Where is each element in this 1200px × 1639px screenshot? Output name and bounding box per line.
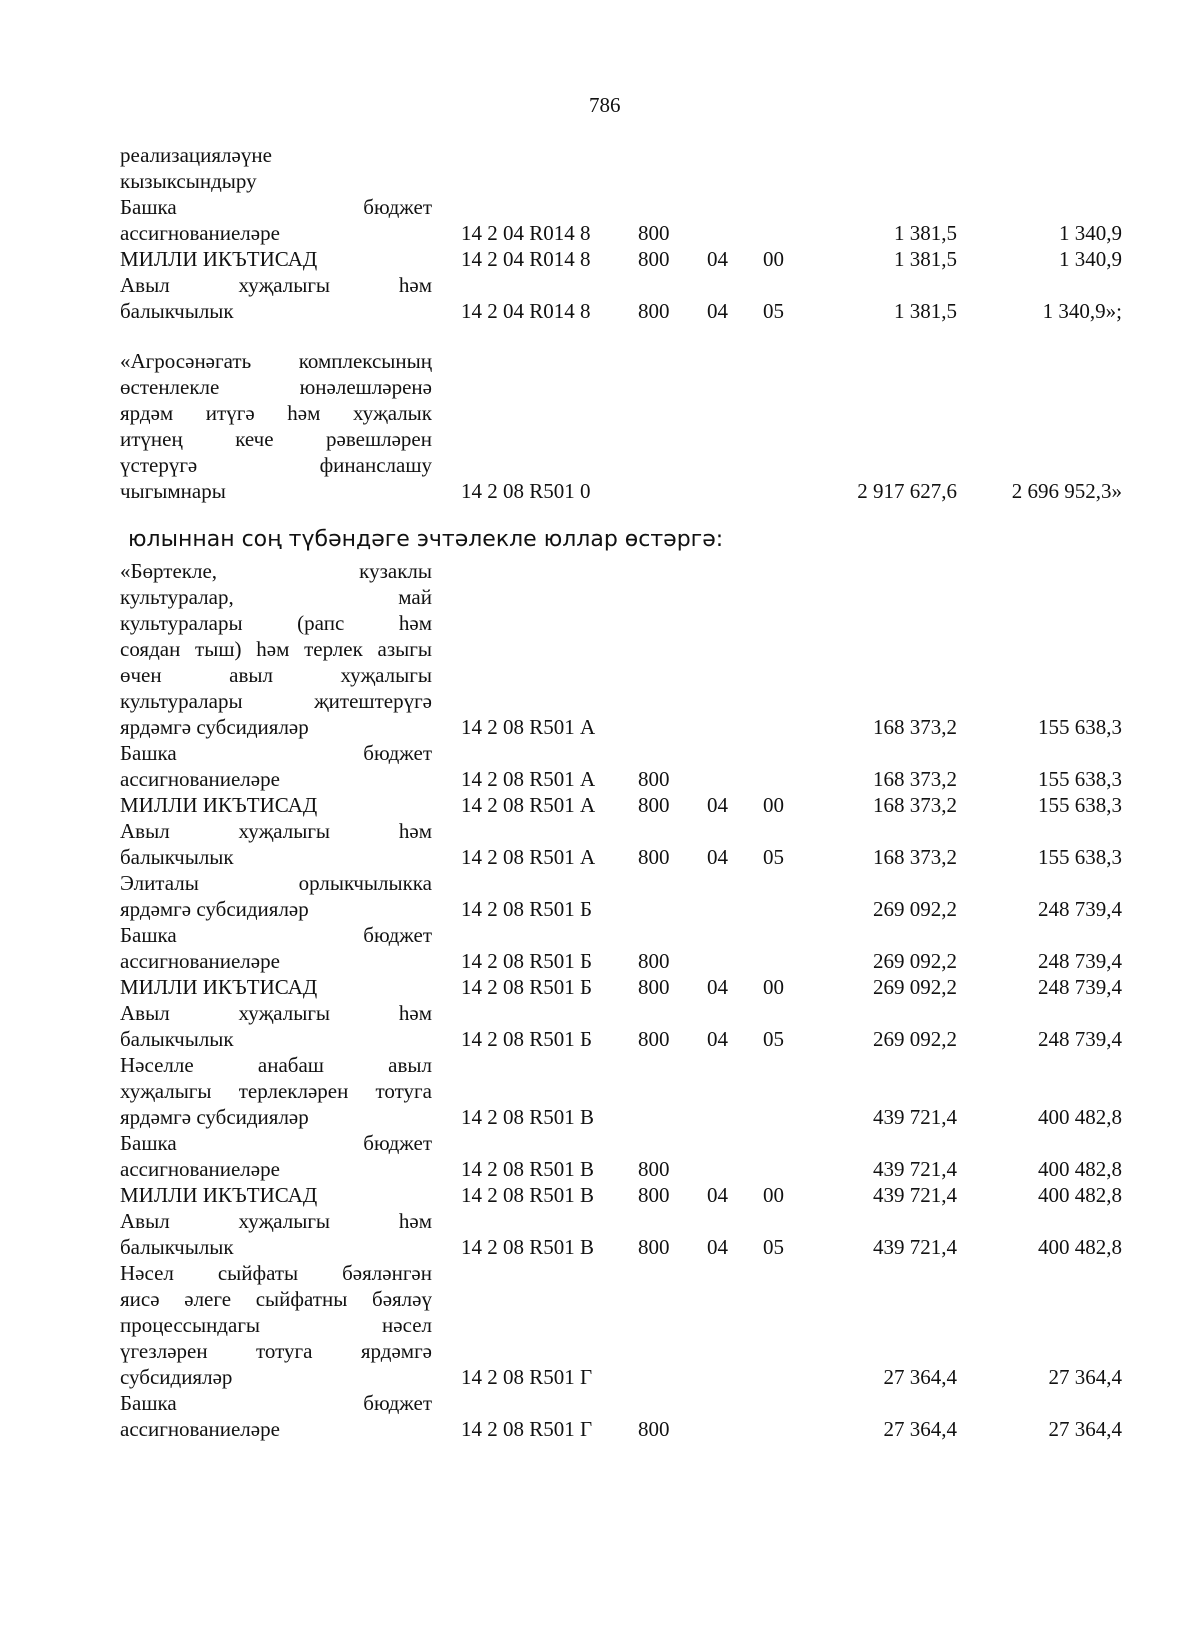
row-subsection: 05 (763, 845, 784, 869)
row-amount-year1: 1 381,5 (894, 299, 957, 323)
row-amount-year2: 155 638,3 (1038, 793, 1122, 817)
row-label-line: итүнең кече рәвешләрен (120, 427, 432, 451)
row-expense-type: 800 (638, 793, 670, 817)
row-amount-year2: 155 638,3 (1038, 845, 1122, 869)
row-amount-year1: 168 373,2 (873, 845, 957, 869)
row-code: 14 2 08 R501 В (461, 1183, 595, 1207)
row-expense-type: 800 (638, 221, 670, 245)
row-subsection: 05 (763, 299, 784, 323)
row-label-line: культуралары җитештерүгә (120, 689, 432, 713)
row-section: 04 (707, 1183, 728, 1207)
row-amount-year2: 1 340,9 (1059, 247, 1122, 271)
row-label-line: Авыл хуҗалыгы һәм (120, 819, 432, 843)
row-label-line: Нәсел сыйфаты бәяләнгән (120, 1261, 432, 1285)
row-label-line: ассигнованиеләре (120, 1157, 280, 1181)
table-row (0, 792, 1200, 818)
table-row (0, 272, 1200, 324)
row-expense-type: 800 (638, 767, 670, 791)
row-label-line: чыгымнары (120, 479, 226, 503)
row-label-line: МИЛЛИ ИКЪТИСАД (120, 975, 318, 999)
row-amount-year1: 269 092,2 (873, 949, 957, 973)
row-amount-year1: 1 381,5 (894, 221, 957, 245)
row-code: 14 2 08 R501 Г (461, 1417, 593, 1441)
row-label-line: кызыксындыру (120, 169, 257, 193)
row-section: 04 (707, 793, 728, 817)
row-code: 14 2 08 R501 А (461, 793, 596, 817)
row-label-line: үгезләрен тотуга ярдәмгә (120, 1339, 432, 1363)
table-row (0, 558, 1200, 740)
row-code: 14 2 08 R501 Б (461, 949, 593, 973)
row-label-line: МИЛЛИ ИКЪТИСАД (120, 1183, 318, 1207)
row-amount-year1: 27 364,4 (883, 1365, 957, 1389)
row-amount-year1: 168 373,2 (873, 767, 957, 791)
row-code: 14 2 04 R014 8 (461, 247, 591, 271)
table-row (0, 740, 1200, 792)
table-row (0, 1182, 1200, 1208)
row-label-line: соядан тыш) һәм терлек азыгы (120, 637, 432, 661)
row-label-line: Башка бюджет (120, 1391, 432, 1415)
row-amount-year1: 269 092,2 (873, 897, 957, 921)
row-amount-year2: 400 482,8 (1038, 1105, 1122, 1129)
table-row (0, 1052, 1200, 1130)
row-expense-type: 800 (638, 247, 670, 271)
row-section: 04 (707, 247, 728, 271)
row-amount-year2: 248 739,4 (1038, 975, 1122, 999)
row-label-line: ярдәм итүгә һәм хуҗалык (120, 401, 432, 425)
row-label-line: Башка бюджет (120, 923, 432, 947)
table-row (0, 348, 1200, 504)
row-amount-year2: 1 340,9 (1059, 221, 1122, 245)
table-row (0, 870, 1200, 922)
row-expense-type: 800 (638, 975, 670, 999)
row-code: 14 2 08 R501 В (461, 1235, 595, 1259)
row-code: 14 2 08 R501 А (461, 845, 596, 869)
row-section: 04 (707, 1027, 728, 1051)
row-amount-year1: 168 373,2 (873, 793, 957, 817)
row-label-line: Авыл хуҗалыгы һәм (120, 1001, 432, 1025)
row-code: 14 2 08 R501 Б (461, 975, 593, 999)
table-row (0, 1390, 1200, 1442)
row-amount-year2: 400 482,8 (1038, 1157, 1122, 1181)
table-row (0, 922, 1200, 974)
row-label-line: балыкчылык (120, 1027, 234, 1051)
row-amount-year2: 400 482,8 (1038, 1183, 1122, 1207)
row-section: 04 (707, 975, 728, 999)
row-code: 14 2 08 R501 В (461, 1105, 595, 1129)
page-number: 786 (589, 93, 621, 117)
row-label-line: «Агросәнәгать комплексының (120, 349, 432, 373)
row-label-line: хуҗалыгы терлекләрен тотуга (120, 1079, 432, 1103)
row-expense-type: 800 (638, 299, 670, 323)
row-label-line: Авыл хуҗалыгы һәм (120, 1209, 432, 1233)
row-expense-type: 800 (638, 845, 670, 869)
row-expense-type: 800 (638, 949, 670, 973)
row-label-line: МИЛЛИ ИКЪТИСАД (120, 793, 318, 817)
table-row (0, 1208, 1200, 1260)
table-row (0, 818, 1200, 870)
row-expense-type: 800 (638, 1157, 670, 1181)
row-label-line: өчен авыл хуҗалыгы (120, 663, 432, 687)
row-amount-year2: 1 340,9»; (1042, 299, 1122, 323)
row-amount-year1: 439 721,4 (873, 1183, 957, 1207)
row-amount-year2: 27 364,4 (1048, 1365, 1122, 1389)
table-row (0, 1260, 1200, 1390)
row-amount-year1: 27 364,4 (883, 1417, 957, 1441)
row-amount-year2: 155 638,3 (1038, 767, 1122, 791)
row-label-line: «Бөртекле, кузаклы (120, 559, 432, 583)
row-amount-year1: 439 721,4 (873, 1157, 957, 1181)
row-label-line: культуралары (рапс һәм (120, 611, 432, 635)
row-label-line: МИЛЛИ ИКЪТИСАД (120, 247, 318, 271)
row-label-line: яисә әлеге сыйфатны бәяләү (120, 1287, 432, 1311)
row-label-line: процессындагы нәсел (120, 1313, 432, 1337)
row-subsection: 05 (763, 1235, 784, 1259)
row-amount-year1: 1 381,5 (894, 247, 957, 271)
row-label-line: Башка бюджет (120, 1131, 432, 1155)
row-amount-year1: 269 092,2 (873, 975, 957, 999)
row-code: 14 2 08 R501 А (461, 715, 596, 739)
row-code: 14 2 08 R501 В (461, 1157, 595, 1181)
row-label-line: Элиталы орлыкчылыкка (120, 871, 432, 895)
table-row (0, 974, 1200, 1000)
row-label-line: балыкчылык (120, 299, 234, 323)
row-label-line: үстерүгә финанслашу (120, 453, 432, 477)
row-code: 14 2 04 R014 8 (461, 221, 591, 245)
row-amount-year2: 155 638,3 (1038, 715, 1122, 739)
row-amount-year2: 248 739,4 (1038, 949, 1122, 973)
row-section: 04 (707, 845, 728, 869)
row-label-line: Авыл хуҗалыгы һәм (120, 273, 432, 297)
table-row (0, 246, 1200, 272)
row-code: 14 2 04 R014 8 (461, 299, 591, 323)
row-label-line: ассигнованиеләре (120, 1417, 280, 1441)
row-label-line: ассигнованиеләре (120, 767, 280, 791)
row-label-line: Нәселле анабаш авыл (120, 1053, 432, 1077)
row-amount-year1: 168 373,2 (873, 715, 957, 739)
row-label-line: ярдәмгә субсидияләр (120, 715, 309, 739)
row-section: 04 (707, 1235, 728, 1259)
row-label-line: Башка бюджет (120, 741, 432, 765)
row-label-line: культуралар, май (120, 585, 432, 609)
row-expense-type: 800 (638, 1183, 670, 1207)
row-amount-year1: 439 721,4 (873, 1105, 957, 1129)
row-label-line: өстенлекле юнәлешләренә (120, 375, 432, 399)
row-amount-year2: 248 739,4 (1038, 1027, 1122, 1051)
row-amount-year1: 2 917 627,6 (857, 479, 957, 503)
row-label-line: ассигнованиеләре (120, 221, 280, 245)
table-row (0, 194, 1200, 246)
row-section: 04 (707, 299, 728, 323)
table-row (0, 1000, 1200, 1052)
row-subsection: 05 (763, 1027, 784, 1051)
row-expense-type: 800 (638, 1027, 670, 1051)
row-label-line: ярдәмгә субсидияләр (120, 1105, 309, 1129)
row-code: 14 2 08 R501 0 (461, 479, 591, 503)
row-expense-type: 800 (638, 1417, 670, 1441)
row-label-line: Башка бюджет (120, 195, 432, 219)
row-amount-year1: 269 092,2 (873, 1027, 957, 1051)
row-label-line: субсидияләр (120, 1365, 233, 1389)
row-amount-year2: 248 739,4 (1038, 897, 1122, 921)
row-code: 14 2 08 R501 Г (461, 1365, 593, 1389)
row-code: 14 2 08 R501 А (461, 767, 596, 791)
row-subsection: 00 (763, 793, 784, 817)
row-label-line: балыкчылык (120, 1235, 234, 1259)
row-amount-year2: 2 696 952,3» (1011, 479, 1122, 503)
row-amount-year2: 27 364,4 (1048, 1417, 1122, 1441)
row-label-line: балыкчылык (120, 845, 234, 869)
row-amount-year2: 400 482,8 (1038, 1235, 1122, 1259)
row-expense-type: 800 (638, 1235, 670, 1259)
row-subsection: 00 (763, 247, 784, 271)
row-label-line: ассигнованиеләре (120, 949, 280, 973)
row-label-line: ярдәмгә субсидияләр (120, 897, 309, 921)
row-amount-year1: 439 721,4 (873, 1235, 957, 1259)
row-code: 14 2 08 R501 Б (461, 897, 593, 921)
instruction-text: юлыннан соң түбәндәге эчтәлекле юллар өстәргә: (128, 527, 724, 552)
row-label-line: реализацияләүне (120, 143, 272, 167)
row-subsection: 00 (763, 1183, 784, 1207)
table-row (0, 142, 1200, 194)
row-subsection: 00 (763, 975, 784, 999)
row-code: 14 2 08 R501 Б (461, 1027, 593, 1051)
table-row (0, 1130, 1200, 1182)
